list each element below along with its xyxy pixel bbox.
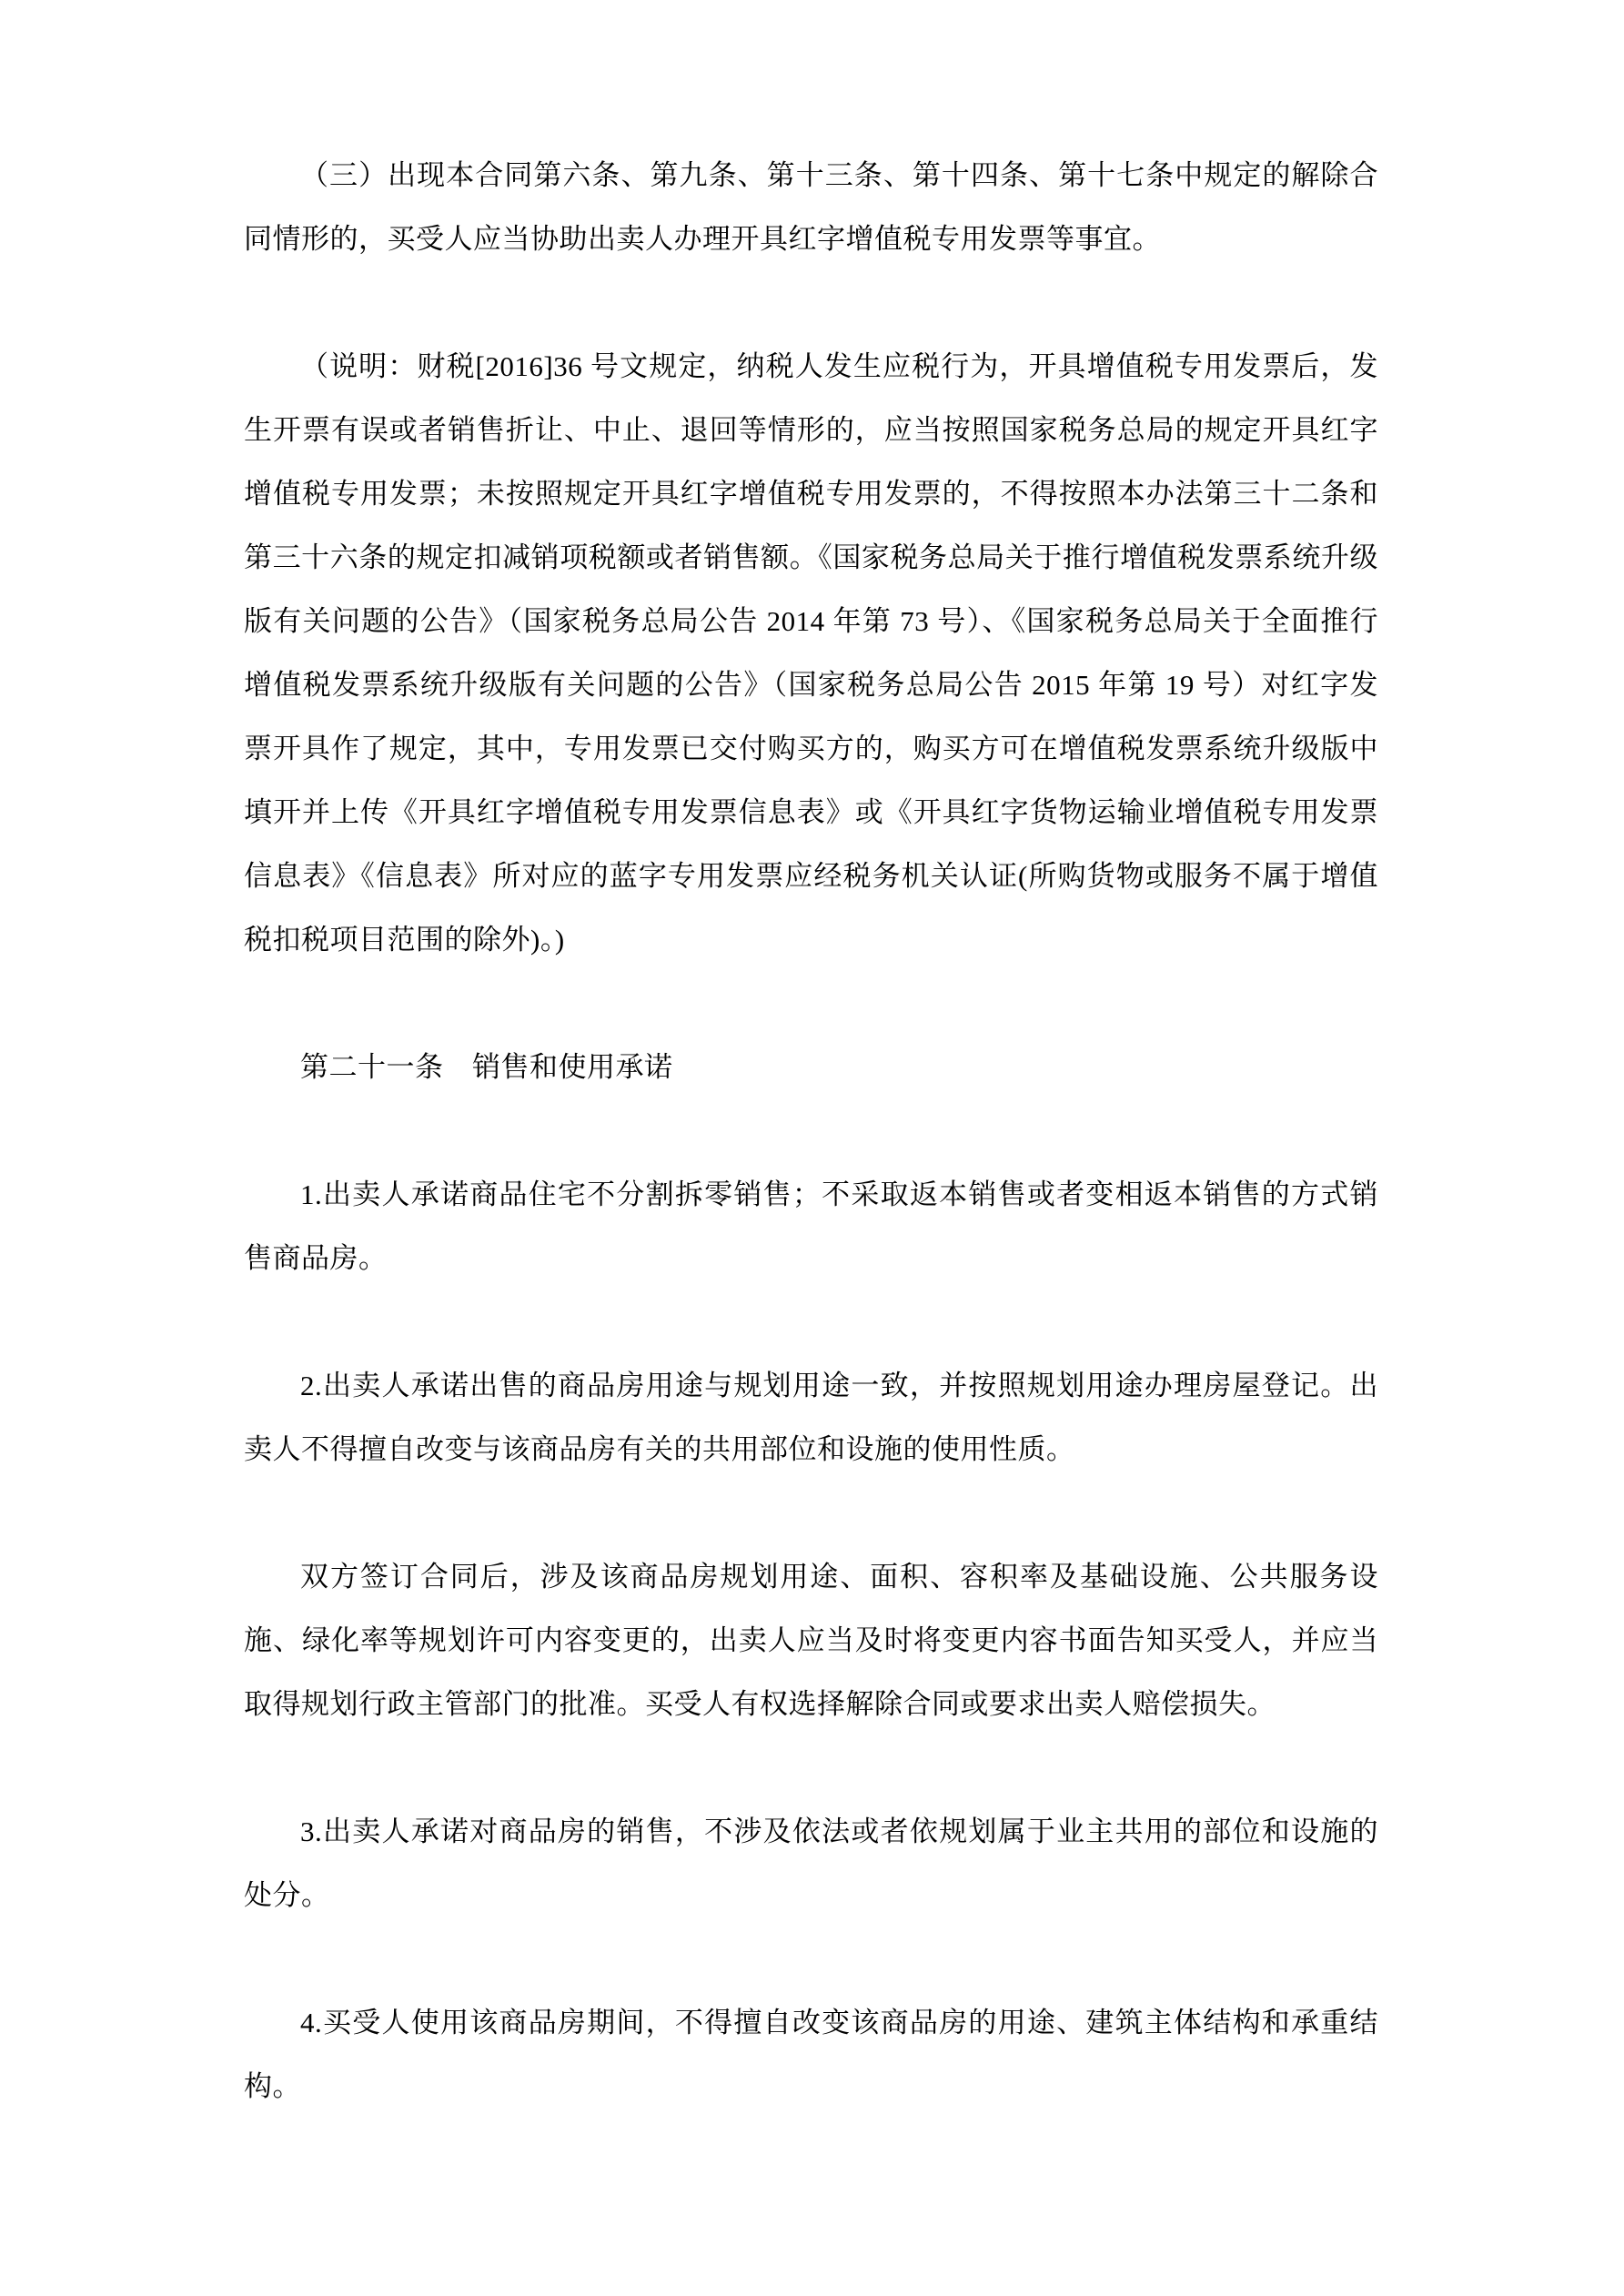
paragraph-commitment-4-no-structure-change: 4.买受人使用该商品房期间，不得擅自改变该商品房的用途、建筑主体结构和承重结构。	[244, 2007, 1378, 2102]
paragraph-commitment-1-no-split-sale: 1.出卖人承诺商品住宅不分割拆零销售；不采取返本销售或者变相返本销售的方式销售商品房。	[244, 1178, 1378, 1274]
paragraph-commitment-3-shared-facilities: 3.出卖人承诺对商品房的销售，不涉及依法或者依规划属于业主共用的部位和设施的处分。	[244, 1816, 1378, 1911]
paragraph-planning-change-notice: 双方签订合同后，涉及该商品房规划用途、面积、容积率及基础设施、公共服务设施、绿化率等规划许可内容变更的，出卖人应当及时将变更内容书面告知买受人，并应当取得规划行政主管部门的批准。买受人有权选择解除合同或要求出卖人赔偿损失。	[244, 1561, 1378, 1720]
document-content	[244, 144, 1378, 2119]
paragraph-note-tax-regulation: （说明：财税[2016]36 号文规定，纳税人发生应税行为，开具增值税专用发票后，发生开票有误或者销售折让、中止、退回等情形的，应当按照国家税务总局的规定开具红字增值税专用发票；未按照规定开具红字增值税专用发票的，不得按照本办法第三十二条和第三十六条的规定扣减销项税额或者销售额。《国家税务总局关于推行增值税发票系统升级版有关问题的公告》（国家税务总局公告 2014 年第 73 号）、《国家税务总局关于全面推行增值税发票系统升级版有关问题的公告》（国家税务总局公告 2015 年第 19 号）对红字发票开具作了规定，其中，专用发票已交付购买方的，购买方可在增值税发票系统升级版中填开并上传《开具红字增值税专用发票信息表》或《开具红字货物运输业增值税专用发票信息表》《信息表》所对应的蓝字专用发票应经税务机关认证(所购货物或服务不属于增值税扣税项目范围的除外)。)	[244, 350, 1378, 956]
paragraph-commitment-2-planned-use: 2.出卖人承诺出售的商品房用途与规划用途一致，并按照规划用途办理房屋登记。出卖人不得擅自改变与该商品房有关的共用部位和设施的使用性质。	[244, 1370, 1378, 1465]
paragraph-clause-three-red-invoice: （三）出现本合同第六条、第九条、第十三条、第十四条、第十七条中规定的解除合同情形的，买受人应当协助出卖人办理开具红字增值税专用发票等事宜。	[244, 159, 1378, 255]
heading-article-21-sales-and-use-commitment: 第二十一条 销售和使用承诺	[300, 1051, 673, 1083]
